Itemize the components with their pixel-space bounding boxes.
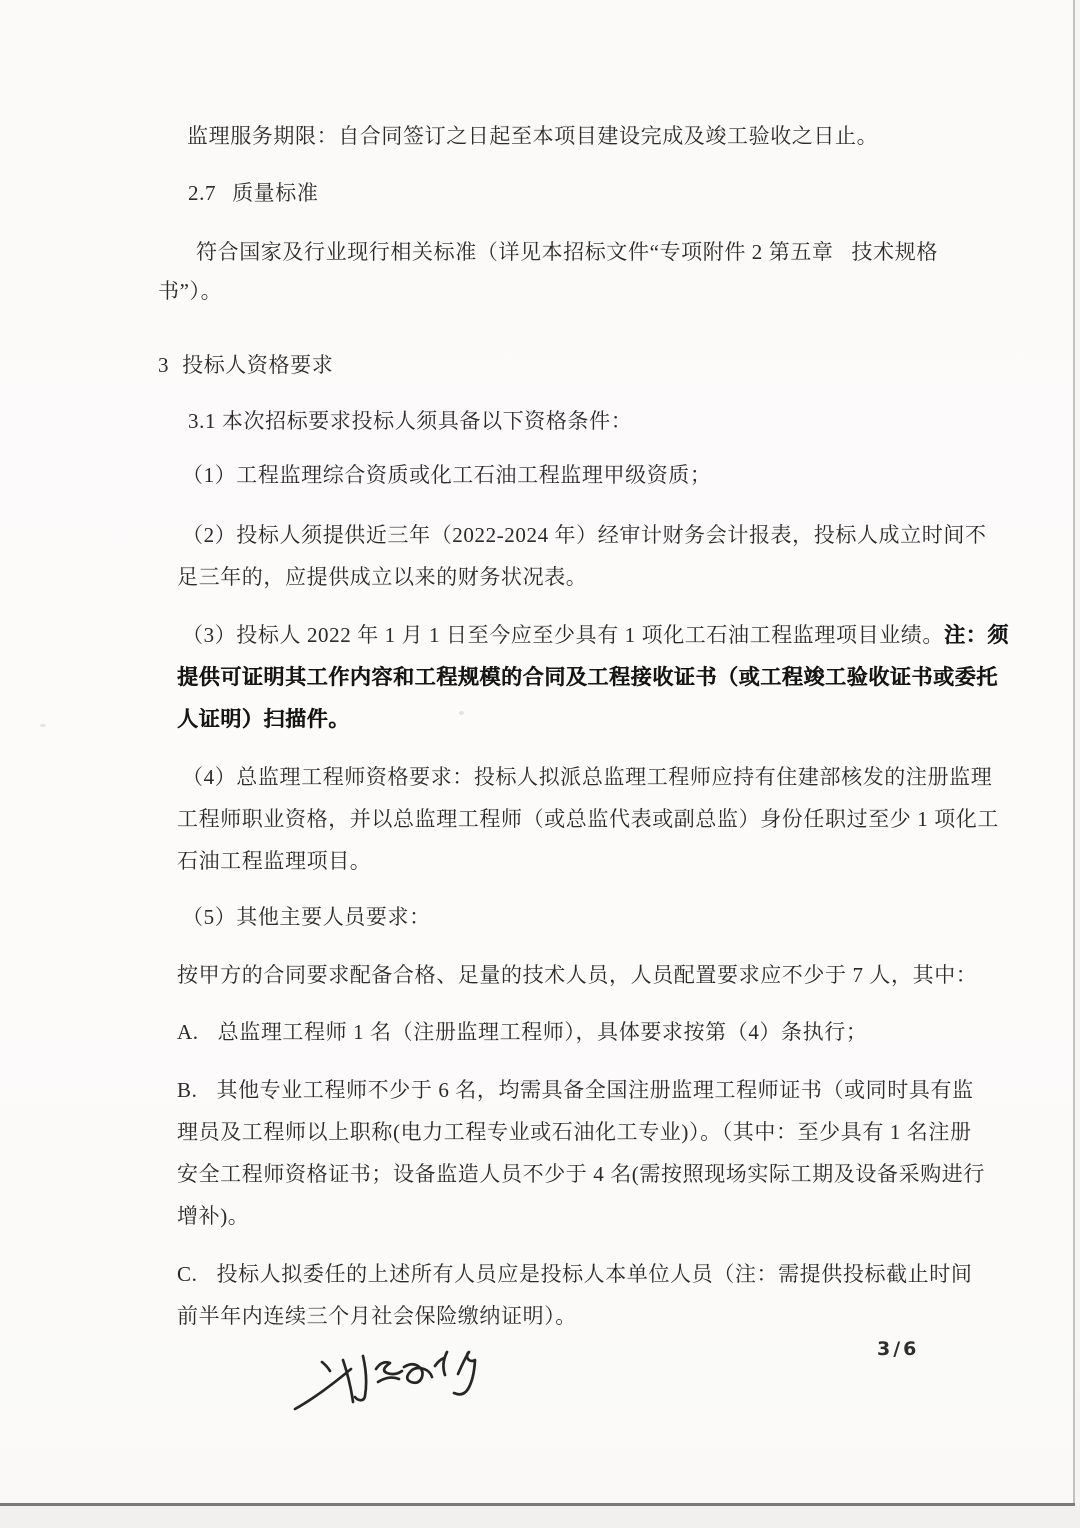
text-segment: 其他专业工程师不少于 6 名，均需具备全国注册监理工程师证书（或同时具有监: [216, 1078, 974, 1102]
item-1-line: [182, 461, 712, 489]
bold-text-segment: 提供可证明其工作内容和工程规模的合同及工程接收证书（或工程竣工验收证书或委托: [177, 665, 998, 689]
text-segment: 监理服务期限：自合同签订之日起至本项目建设完成及竣工验收之日止。: [187, 124, 879, 148]
text-segment: 安全工程师资格证书；设备监造人员不少于 4 名(需按照现场实际工期及设备采购进行: [177, 1162, 985, 1186]
scan-artifact-dot: [459, 711, 464, 715]
handwritten-signature: [283, 1333, 493, 1451]
text-segment: 足三年的，应提供成立以来的财务状况表。: [177, 565, 588, 589]
standards-paragraph-line: [158, 277, 222, 305]
text-segment: 质量标准: [232, 181, 319, 205]
service-period-line: [187, 122, 878, 150]
item-2-line: [177, 563, 587, 591]
item-b-line: [177, 1076, 974, 1104]
text-segment: （5）其他主要人员要求：: [182, 905, 431, 929]
item-a-line: [177, 1018, 867, 1046]
bold-text-segment: 注：须: [944, 623, 1009, 647]
text-segment: 技术规格: [851, 240, 938, 264]
scanner-right-margin: [1075, 0, 1080, 1506]
bold-text-segment: 人证明）扫描件。: [177, 707, 350, 731]
item-3-line: [177, 705, 350, 733]
text-segment: 总监理工程师 1 名（注册监理工程师），具体要求按第（4）条执行；: [217, 1020, 868, 1044]
scan-artifact-dot: [40, 724, 46, 727]
item-c-line: [177, 1260, 972, 1288]
item-b-line: [177, 1118, 972, 1146]
text-segment: C.: [177, 1262, 198, 1286]
item-3-line: [177, 663, 998, 691]
text-segment: （4）总监理工程师资格要求：投标人拟派总监理工程师应持有住建部核发的注册监理: [182, 765, 993, 789]
item-c-line: [177, 1302, 577, 1330]
text-segment: 增补)。: [177, 1204, 250, 1228]
standards-paragraph-line: [196, 238, 938, 266]
text-segment: 理员及工程师以上职称(电力工程专业或石油化工专业)）。（其中：至少具有 1 名注册: [177, 1120, 972, 1144]
item-4-line: [182, 763, 992, 791]
text-segment: （3）投标人 2022 年 1 月 1 日至今应至少具有 1 项化工石油工程监理项目业绩。: [182, 623, 944, 647]
text-segment: 按甲方的合同要求配备合格、足量的技术人员，人员配置要求应不少于 7 人，其中：: [177, 963, 978, 987]
text-segment: 投标人资格要求: [182, 353, 334, 377]
text-segment: 3: [158, 353, 170, 377]
heading-2-7-line: [188, 179, 318, 207]
item-3-line: [182, 621, 1009, 649]
staffing-intro-line: [177, 961, 977, 989]
heading-3-line: [158, 351, 333, 379]
item-5-line: [182, 903, 431, 931]
text-segment: （1）工程监理综合资质或化工石油工程监理甲级资质；: [182, 463, 712, 487]
text-segment: A.: [177, 1020, 199, 1044]
text-segment: 3.1 本次招标要求投标人须具备以下资格条件：: [188, 409, 633, 433]
item-b-line: [177, 1160, 985, 1188]
item-4-line: [177, 847, 371, 875]
text-segment: 前半年内连续三个月社会保险缴纳证明）。: [177, 1304, 577, 1328]
item-b-line: [177, 1202, 249, 1230]
page-number: 3/6: [877, 1338, 920, 1360]
text-segment: 工程师职业资格，并以总监理工程师（或总监代表或副总监）身份任职过至少 1 项化工: [177, 807, 999, 831]
text-segment: 石油工程监理项目。: [177, 849, 372, 873]
text-segment: B.: [177, 1078, 198, 1102]
text-segment: 2.7: [188, 181, 217, 205]
text-segment: 投标人拟委任的上述所有人员应是投标人本单位人员（注：需提供投标截止时间: [216, 1262, 973, 1286]
text-segment: （2）投标人须提供近三年（2022-2024 年）经审计财务会计报表，投标人成立时间不: [182, 523, 987, 547]
text-segment: 书”）。: [158, 279, 223, 303]
item-4-line: [177, 805, 999, 833]
item-2-line: [182, 521, 987, 549]
text-segment: 符合国家及行业现行相关标准（详见本招标文件“专项附件 2 第五章: [196, 240, 834, 264]
scanner-background: [0, 1506, 1080, 1528]
clause-3-1-line: [188, 407, 632, 435]
